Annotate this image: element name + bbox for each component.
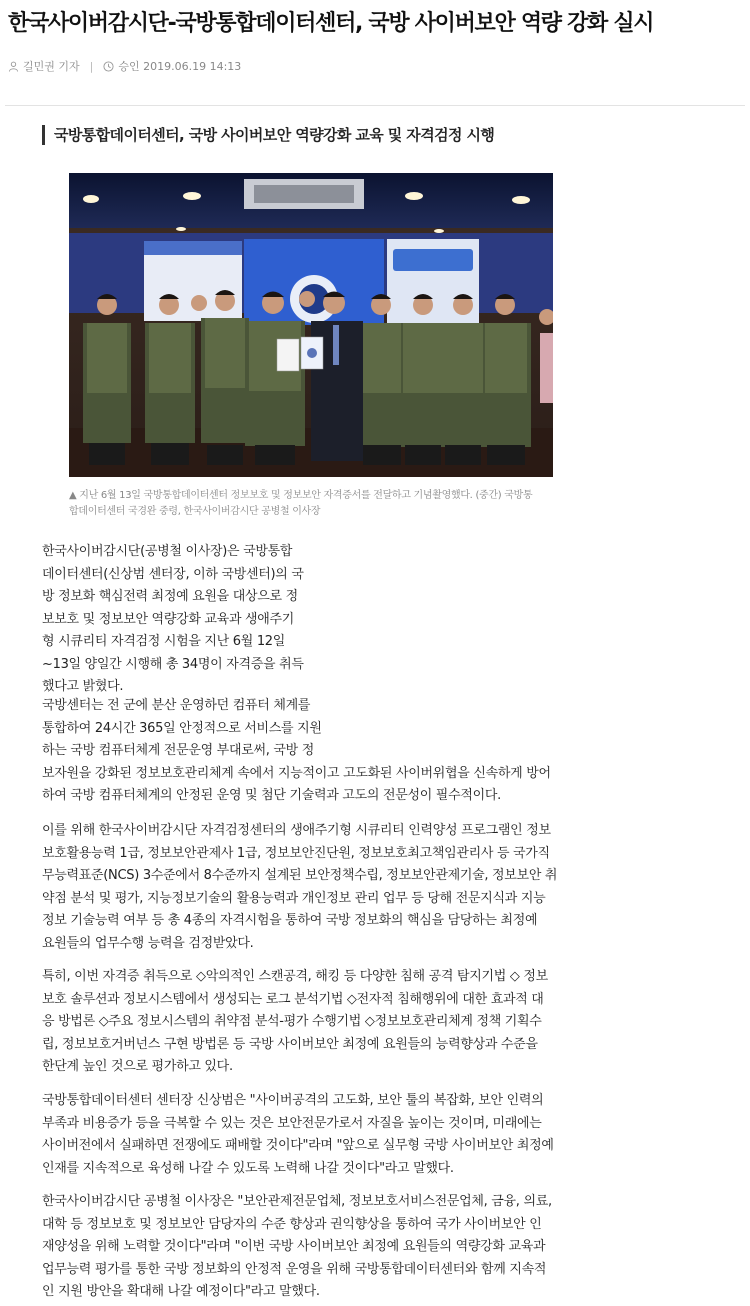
paragraph-line: 보호활용능력 1급, 정보보안관제사 1급, 정보보안진단원, 정보보호최고책임관리사 등 국가직	[42, 845, 550, 861]
paragraph-line: 국방통합데이터센터 센터장 신상범은 "사이버공격의 고도화, 보안 툴의 복잡화, 보안 인력의	[42, 1093, 544, 1108]
paragraph-line: 이를 위해 한국사이버감시단 자격검정센터의 생애주기형 시큐리티 인력양성 프로그램인 정보	[42, 823, 551, 838]
body-paragraph-6	[42, 1191, 552, 1304]
paragraph-line: 데이터센터(신상범 센터장, 이하 국방센터)의 국	[42, 566, 304, 582]
photo-caption	[69, 488, 559, 520]
meta-divider: |	[89, 59, 94, 73]
paragraph-line: 무능력표준(NCS) 3수준에서 8수준까지 설계된 보안정책수립, 정보보안관제기술, 정보보안 취	[42, 868, 558, 883]
paragraph-line: 사이버전에서 실패하면 전쟁에도 패배할 것이다"라며 "앞으로 실무형 국방 사이버보안 최정예	[42, 1138, 554, 1153]
paragraph-line: 약점 분석 및 평가, 지능정보기술의 활용능력과 개인정보 관리 업무 등 당해 전문지식과 지능	[42, 890, 546, 906]
paragraph-line: 정보 기술능력 여부 등 총 4종의 자격시험을 통하여 국방 정보화의 핵심을 담당하는 최정예	[42, 913, 538, 928]
paragraph-line: 재양성을 위해 노력할 것이다"라며 "이번 국방 사이버보안 최정예 요원들의 역량강화 교육과	[42, 1239, 546, 1254]
paragraph-line: 한국사이버감시단 공병철 이사장은 "보안관제전문업체, 정보보호서비스전문업체, 금융, 의료,	[42, 1194, 552, 1209]
paragraph-line: 인 지원 방안을 확대해 나갈 예정이다"라고 말했다.	[42, 1284, 320, 1299]
header-divider	[5, 105, 745, 106]
paragraph-line: 하는 국방 컴퓨터체계 전문운영 부대로써, 국방 정	[42, 743, 314, 758]
paragraph-line: 인재를 지속적으로 육성해 나갈 수 있도록 노력해 나갈 것이다"라고 말했다.	[42, 1160, 454, 1176]
paragraph-line: 특히, 이번 자격증 취득으로 ◇악의적인 스캔공격, 해킹 등 다양한 침해 공격 탐지기법 ◇ 정보	[42, 969, 548, 984]
article-subtitle: 국방통합데이터센터, 국방 사이버보안 역량강화 교육 및 자격검정 시행	[42, 125, 494, 145]
body-paragraph-4	[42, 966, 548, 1079]
paragraph-line: 통합하여 24시간 365일 안정적으로 서비스를 지원	[42, 720, 322, 736]
paragraph-line: 보보호 및 정보보안 역량강화 교육과 생애주기	[42, 611, 295, 627]
body-paragraph-3	[42, 820, 557, 955]
article-meta	[8, 58, 241, 74]
author-name[interactable]: 길민권 기자	[23, 60, 80, 73]
paragraph-line: 했다고 밝혔다.	[42, 679, 124, 694]
approval-date: 승인 2019.06.19 14:13	[118, 60, 242, 73]
user-icon	[8, 61, 19, 72]
paragraph-line: 응 방법론 ◇주요 정보시스템의 취약점 분석-평가 수행기법 ◇정보보호관리체계 정책 기획수	[42, 1014, 542, 1029]
paragraph-line: 하여 국방 컴퓨터체계의 안정된 운영 및 첨단 기술력과 고도의 전문성이 필수적이다.	[42, 788, 501, 803]
paragraph-line: 한단계 높인 것으로 평가하고 있다.	[42, 1059, 233, 1074]
paragraph-line: 보호 솔루션과 정보시스템에서 생성되는 로그 분석기법 ◇전자적 침해행위에 대한 효과적 대	[42, 991, 544, 1007]
paragraph-line: 형 시큐리티 자격검정 시험을 지난 6월 12일	[42, 634, 286, 649]
body-paragraph-5	[42, 1090, 554, 1180]
article-photo	[69, 173, 553, 477]
body-paragraph-1	[42, 541, 304, 699]
paragraph-line: 보자원을 강화된 정보보호관리체계 속에서 지능적이고 고도화된 사이버위협을 신속하게 방어	[42, 765, 551, 781]
paragraph-line: 부족과 비용증가 등을 극복할 수 있는 것은 보안전문가로서 자질을 높이는 것이며, 미래에는	[42, 1115, 542, 1131]
paragraph-line: 국방센터는 전 군에 분산 운영하던 컴퓨터 체계를	[42, 698, 311, 713]
caption-line: 합데이터센터 국경완 중령, 한국사이버감시단 공병철 이사장	[69, 506, 321, 517]
article-title: 한국사이버감시단-국방통합데이터센터, 국방 사이버보안 역량 강화 실시	[8, 11, 654, 36]
paragraph-line: 대학 등 정보보호 및 정보보안 담당자의 수준 향상과 권익향상을 통하여 국가 사이버보안 인	[42, 1216, 542, 1232]
paragraph-line: 방 정보화 핵심전력 최정예 요원을 대상으로 정	[42, 589, 298, 604]
paragraph-line: 업무능력 평가를 통한 국방 정보화의 안정적 운영을 위해 국방통합데이터센터와 함께 지속적	[42, 1261, 547, 1277]
caption-line: ▲ 지난 6월 13일 국방통합데이터센터 정보보호 및 정보보안 자격증서를 전달하고 기념촬영했다. (중간) 국방통	[69, 490, 533, 501]
paragraph-line: 립, 정보보호거버넌스 구현 방법론 등 국방 사이버보안 최정예 요원들의 능력향상과 수준을	[42, 1036, 538, 1052]
paragraph-line: ~13일 양일간 시행해 총 34명이 자격증을 취득	[42, 656, 304, 672]
clock-icon	[103, 61, 114, 72]
paragraph-line: 요원들의 업무수행 능력을 검정받았다.	[42, 935, 254, 951]
body-paragraph-2	[42, 695, 551, 808]
paragraph-line: 한국사이버감시단(공병철 이사장)은 국방통합	[42, 544, 293, 559]
